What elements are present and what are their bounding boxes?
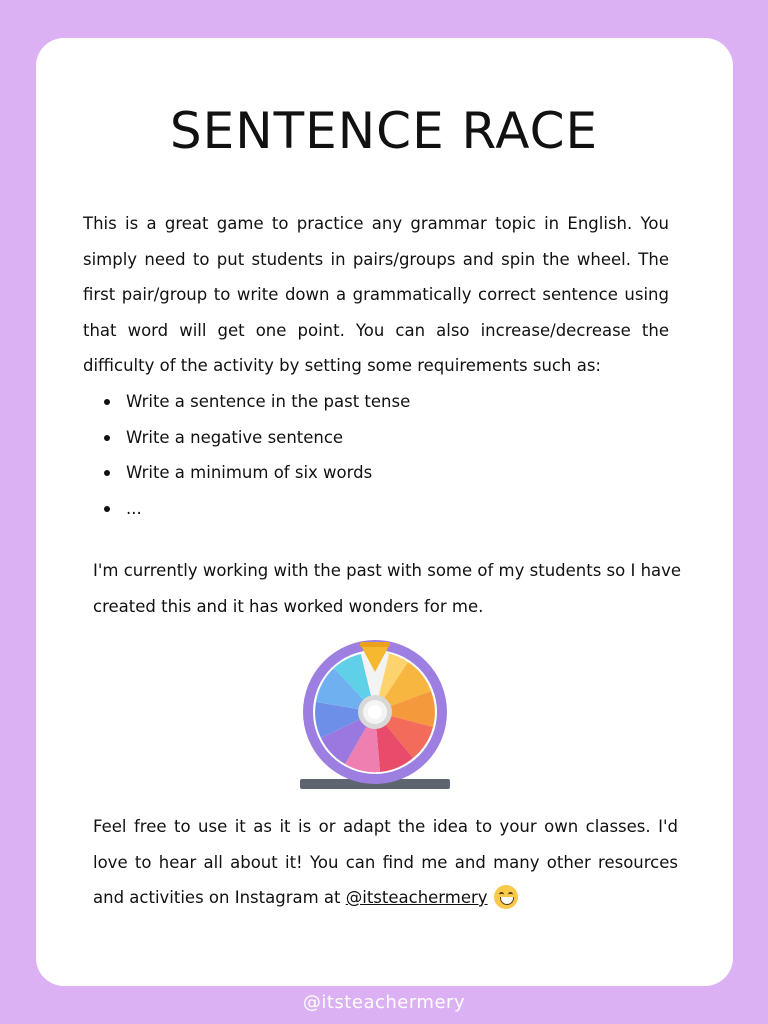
bullet-icon xyxy=(104,470,110,476)
closing-text: Feel free to use it as it is or adapt the idea to your own classes. I'd love to hear all about it! You can find me and many other resources and activities on Instagram at xyxy=(93,817,678,907)
instagram-link[interactable]: @itsteachermery xyxy=(345,888,488,907)
bullet-icon xyxy=(104,506,110,512)
requirement-text: Write a negative sentence xyxy=(126,427,344,447)
grinning-face-icon xyxy=(494,885,518,909)
list-item xyxy=(104,384,410,420)
page-title: SENTENCE RACE xyxy=(169,102,599,160)
bullet-icon xyxy=(104,399,110,405)
closing-paragraph xyxy=(93,809,678,916)
bullet-icon xyxy=(104,435,110,441)
requirement-text: ... xyxy=(126,498,142,518)
spinning-wheel-icon xyxy=(298,640,458,792)
requirement-text: Write a sentence in the past tense xyxy=(126,392,411,411)
footer-handle: @itsteachermery xyxy=(302,992,466,1013)
requirement-text: Write a minimum of six words xyxy=(126,463,373,482)
intro-paragraph: This is a great game to practice any grammar topic in English. You simply need to put students in pairs/groups and spin the wheel. The first pair/group to write down a grammatically correct sentence using that word will get one point. You can also increase/decrease the difficulty of the activity by setting some requirements such as: xyxy=(83,214,669,375)
requirements-list xyxy=(104,384,410,526)
current-work-paragraph: I'm currently working with the past with some of my students so I have created this and it has worked wonders for me. xyxy=(93,561,682,616)
list-item xyxy=(104,420,410,456)
list-item xyxy=(104,455,410,491)
list-item xyxy=(104,491,410,527)
